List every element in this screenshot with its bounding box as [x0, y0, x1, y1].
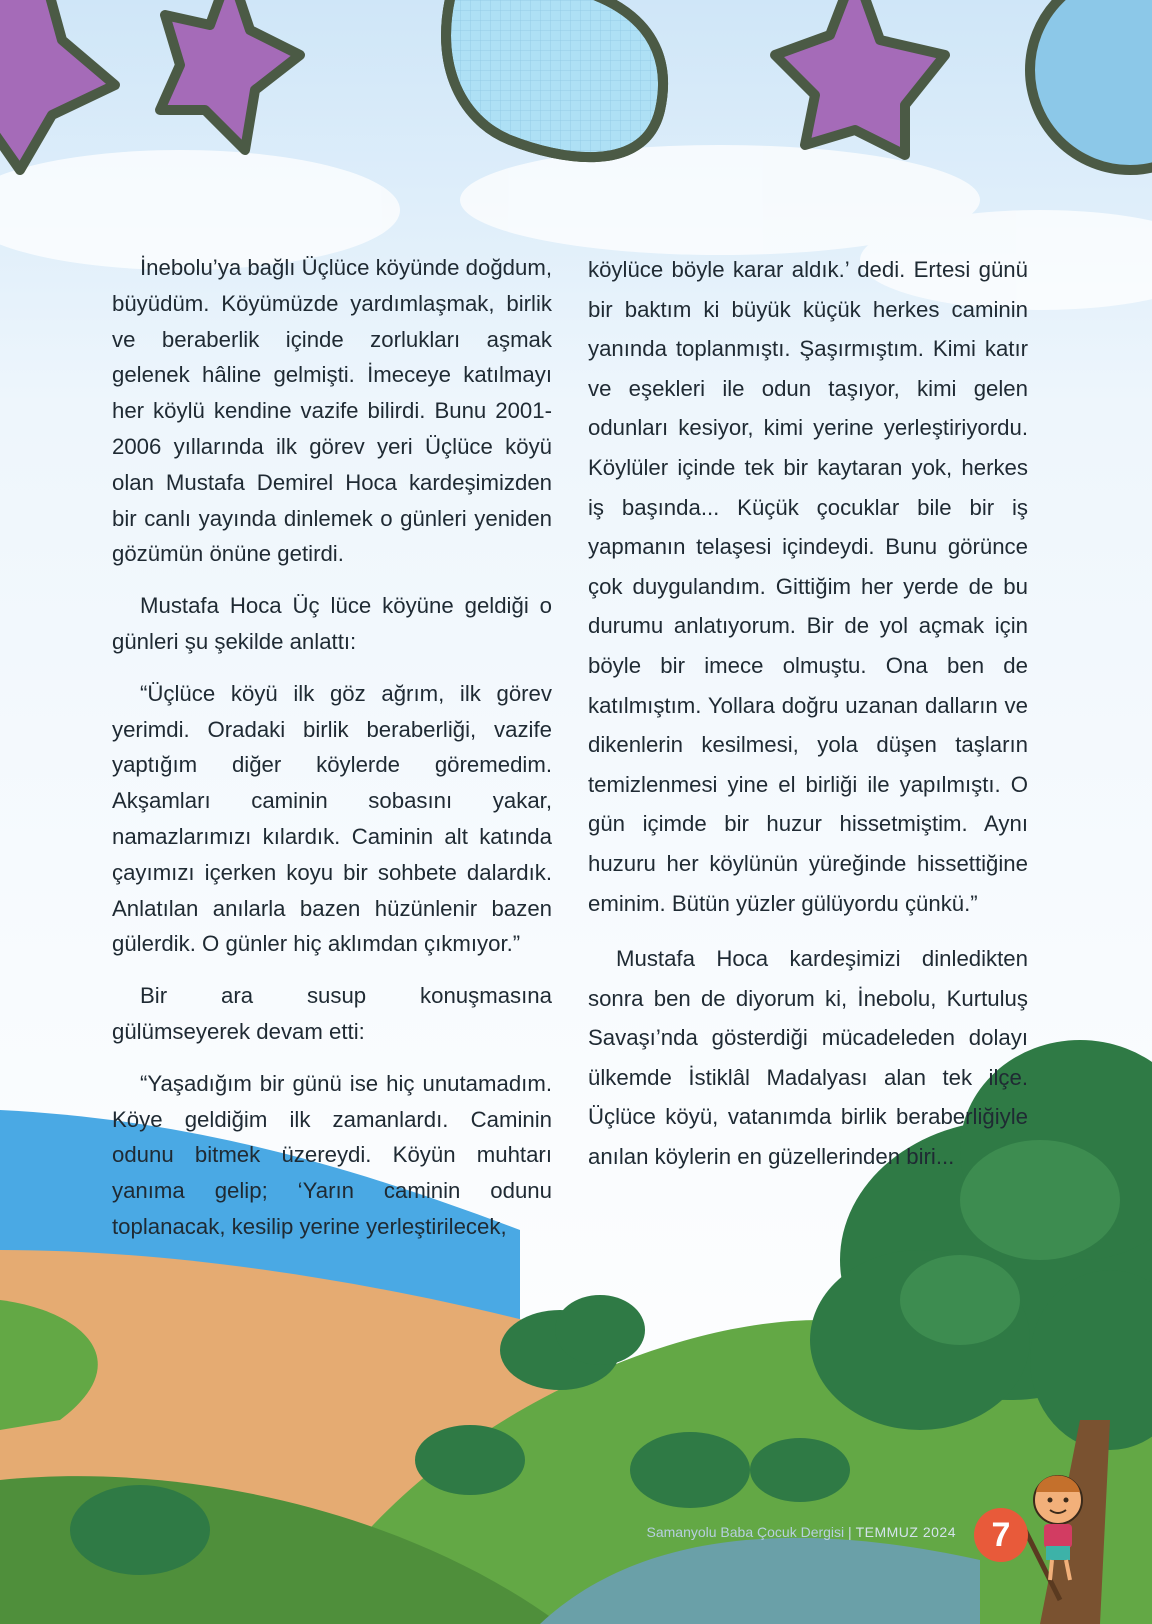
- paragraph: köylüce böyle karar aldık.’ dedi. Ertesi günü bir baktım ki büyük küçük herkes caminin yanında toplanmıştı. Şaşırmıştım. Kimi katır ve eşekleri ile odun taşıyor, kimi gelen odunları kesiyor, kimi yerine yerleştiriyordu. Köylüler içinde tek bir kaytaran yok, herkes iş başında... Küçük çocuklar bile bir iş yapmanın telaşesi içindeydi. Bunu görünce çok duygulandım. Gittiğim her yerde de bu durumu anlatıyorum. Bir de yol açmak için böyle bir imece olmuştu. Ona ben de katılmıştım. Yollara doğru uzanan dalların ve dikenlerin kesilmesi, yola düşen taşların temizlenmesi yine el birliği ile yapılmıştı. O gün içimde bir huzur hissetmiştim. Aynı huzuru her köylünün yüreğinde hissettiğine eminim. Bütün yüzler gülüyordu çünkü.”: [588, 257, 1028, 916]
- paragraph: Mustafa Hoca kardeşimizi dinledikten sonra ben de diyorum ki, İnebolu, Kurtuluş Savaşı’nda gösterdiği mücadeleden dolayı ülkemde İstiklâl Madalyası alan tek ilçe. Üçlüce köyü, vatanımda birlik beraberliğiyle anılan köylerin en güzellerinden biri...: [588, 946, 1028, 1170]
- paragraph: İnebolu’ya bağlı Üçlüce köyünde doğdum, büyüdüm. Köyümüzde yardımlaşmak, birlik ve beraberlik içinde zorlukları aşmak gelenek hâline gelmişti. İmeceye katılmayı her köylü kendine vazife bilirdi. Bunu 2001-2006 yıllarında ilk görev yeri Üçlüce köyü olan Mustafa Demirel Hoca kardeşimizden bir canlı yayında dinlemek o günleri yeniden gözümün önüne getirdi.: [112, 255, 552, 567]
- paragraph: Mustafa Hoca Üç lüce köyüne geldiği o günleri şu şekilde anlattı:: [112, 593, 552, 654]
- page-number: 7: [974, 1508, 1028, 1562]
- paragraph: “Üçlüce köyü ilk göz ağrım, ilk görev yerimdi. Oradaki birlik beraberliği, vazife yaptığım diğer köylerde göremedim. Akşamları caminin sobasını yakar, namazlarımızı kılardık. Caminin alt katında çayımızı içerken koyu bir sohbete dalardık. Anlatılan anılarla bazen hüzünlenir bazen gülerdik. O günler hiç aklımdan çıkmıyor.”: [112, 680, 552, 957]
- paragraph: Bir ara susup konuşmasına gülümseyerek devam etti:: [112, 983, 552, 1044]
- issue-date: TEMMUZ 2024: [855, 1524, 956, 1540]
- article-left-column: [112, 250, 552, 1261]
- footer-magazine-info: [560, 1524, 956, 1540]
- magazine-name: Samanyolu Baba Çocuk Dergisi: [646, 1524, 845, 1540]
- paragraph: “Yaşadığım bir günü ise hiç unutamadım. Köye geldiğim ilk zamanlardı. Caminin odunu bitmek üzereydi. Köyün muhtarı yanıma gelip; ‘Yarın caminin odunu toplanacak, kesilip yerine yerleştirilecek,: [112, 1070, 552, 1239]
- footer-separator: |: [848, 1524, 852, 1540]
- article-right-column: [588, 250, 1028, 1193]
